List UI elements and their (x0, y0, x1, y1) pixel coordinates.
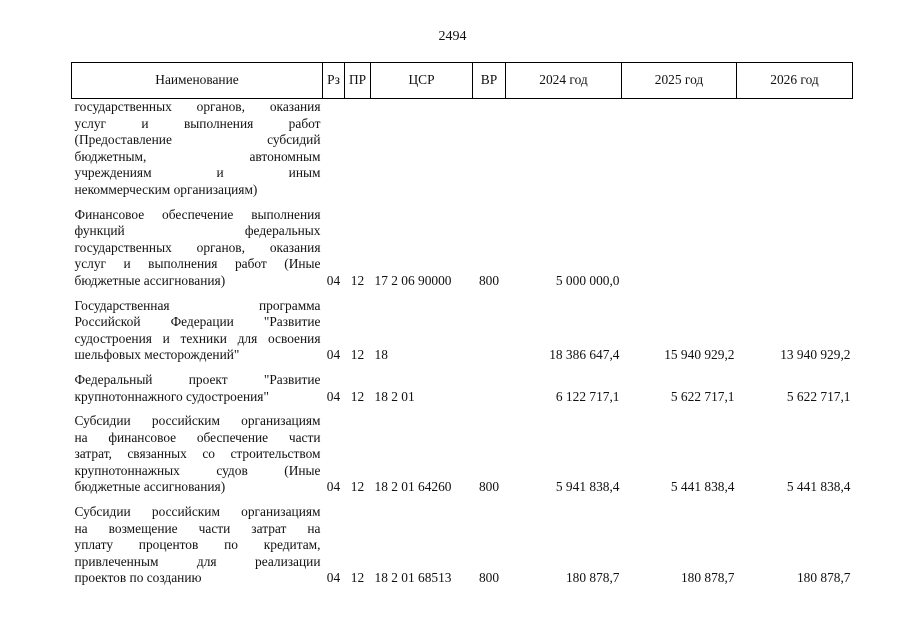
table-row (72, 504, 853, 587)
row-amount-2026: 5 622 717,1 (786, 388, 851, 404)
row-spacer (72, 496, 853, 504)
row-vr (473, 99, 506, 199)
row-name-line: крупнотоннажных судов (Иные (74, 462, 321, 478)
row-rz: 04 (326, 479, 341, 495)
row-amount-2024: 180 878,7 (565, 570, 620, 586)
header-pr: ПР (345, 63, 371, 99)
row-amount-2025: 5 441 838,4 (670, 479, 735, 495)
header-2025: 2025 год (622, 63, 737, 99)
row-spacer (72, 199, 853, 207)
row-amount-2024: 6 122 717,1 (555, 388, 620, 404)
row-name-line: Государственная программа (74, 297, 321, 313)
row-name-line: функций федеральных (74, 223, 321, 239)
row-spacer (72, 364, 853, 372)
table-row (72, 99, 853, 199)
row-amount-2026: 180 878,7 (796, 570, 851, 586)
row-name (72, 207, 323, 290)
row-name-line: судостроения и техники для освоения (74, 330, 321, 346)
row-name-line: услуг и выполнения работ (74, 115, 321, 131)
budget-table (71, 62, 853, 587)
row-name-line: Финансовое обеспечение выполнения (74, 206, 321, 222)
header-csr: ЦСР (371, 63, 473, 99)
row-name (72, 298, 323, 364)
row-name-line: проектов по созданию (74, 570, 202, 586)
row-name (72, 504, 323, 587)
header-rz: Рз (323, 63, 345, 99)
row-rz: 04 (326, 272, 341, 288)
row-pr (345, 99, 371, 199)
row-amount-2026: 13 940 929,2 (780, 347, 851, 363)
row-name-line: Субсидии российским организациям (74, 413, 321, 429)
row-name-line: государственных органов, оказания (74, 99, 321, 114)
row-name-line: крупнотоннажного судостроения" (74, 388, 269, 404)
row-name (72, 99, 323, 199)
row-pr: 12 (350, 479, 365, 495)
row-amount-2024: 5 941 838,4 (555, 479, 620, 495)
row-pr: 12 (350, 272, 365, 288)
row-name-line: бюджетные ассигнования) (74, 272, 226, 288)
row-vr: 800 (478, 570, 500, 586)
row-name-line: услуг и выполнения работ (Иные (74, 256, 321, 272)
row-name-line: Российской Федерации "Развитие (74, 314, 321, 330)
row-amount-2024: 18 386 647,4 (549, 347, 620, 363)
row-name (72, 413, 323, 496)
row-amount-2025 (622, 99, 737, 199)
header-2024: 2024 год (506, 63, 622, 99)
row-amount-2026 (737, 99, 853, 199)
row-name-line: бюджетные ассигнования) (74, 479, 226, 495)
row-amount-2026: 5 441 838,4 (786, 479, 851, 495)
row-rz: 04 (326, 347, 341, 363)
page-number: 2494 (438, 29, 467, 44)
table-row (72, 372, 853, 405)
header-vr: ВР (473, 63, 506, 99)
row-pr: 12 (350, 570, 365, 586)
row-rz: 04 (326, 388, 341, 404)
row-rz (323, 99, 345, 199)
header-name: Наименование (72, 63, 323, 99)
row-rz: 04 (326, 570, 341, 586)
row-name-line: на финансовое обеспечение части (74, 429, 321, 445)
table-row (72, 298, 853, 364)
row-spacer (72, 290, 853, 298)
row-csr: 18 2 01 64260 (374, 479, 452, 495)
row-amount-2024 (506, 99, 622, 199)
row-name-line: на возмещение части затрат на (74, 520, 321, 536)
row-amount-2026 (737, 207, 853, 290)
row-name-line: бюджетным, автономным (74, 148, 321, 164)
table-header-row (72, 63, 853, 99)
row-name-line: уплату процентов по кредитам, (74, 537, 321, 553)
row-csr: 18 2 01 68513 (374, 570, 452, 586)
row-vr: 800 (478, 272, 500, 288)
row-name-line: учреждениям и иным (74, 165, 321, 181)
row-spacer (72, 405, 853, 413)
row-name-line: (Предоставление субсидий (74, 132, 321, 148)
row-name (72, 372, 323, 405)
row-vr: 800 (478, 479, 500, 495)
table-row (72, 207, 853, 290)
header-2026: 2026 год (737, 63, 853, 99)
row-amount-2025: 15 940 929,2 (664, 347, 735, 363)
row-amount-2025: 5 622 717,1 (670, 388, 735, 404)
row-csr: 18 2 01 (374, 388, 415, 404)
row-csr: 17 2 06 90000 (374, 272, 452, 288)
row-amount-2025: 180 878,7 (680, 570, 735, 586)
row-name-line: затрат, связанных со строительством (74, 446, 321, 462)
row-amount-2025 (622, 207, 737, 290)
row-vr (473, 372, 506, 405)
row-pr: 12 (350, 388, 365, 404)
row-name-line: государственных органов, оказания (74, 239, 321, 255)
row-name-line: Субсидии российским организациям (74, 504, 321, 520)
row-csr (371, 99, 473, 199)
row-amount-2024: 5 000 000,0 (555, 272, 620, 288)
row-csr: 18 (374, 347, 388, 363)
row-pr: 12 (350, 347, 365, 363)
row-name-line: некоммерческим организациям) (74, 181, 258, 197)
table-row (72, 413, 853, 496)
row-name-line: шельфовых месторождений" (74, 347, 240, 363)
row-name-line: привлеченным для реализации (74, 553, 321, 569)
row-vr (473, 298, 506, 364)
row-name-line: Федеральный проект "Развитие (74, 371, 321, 387)
